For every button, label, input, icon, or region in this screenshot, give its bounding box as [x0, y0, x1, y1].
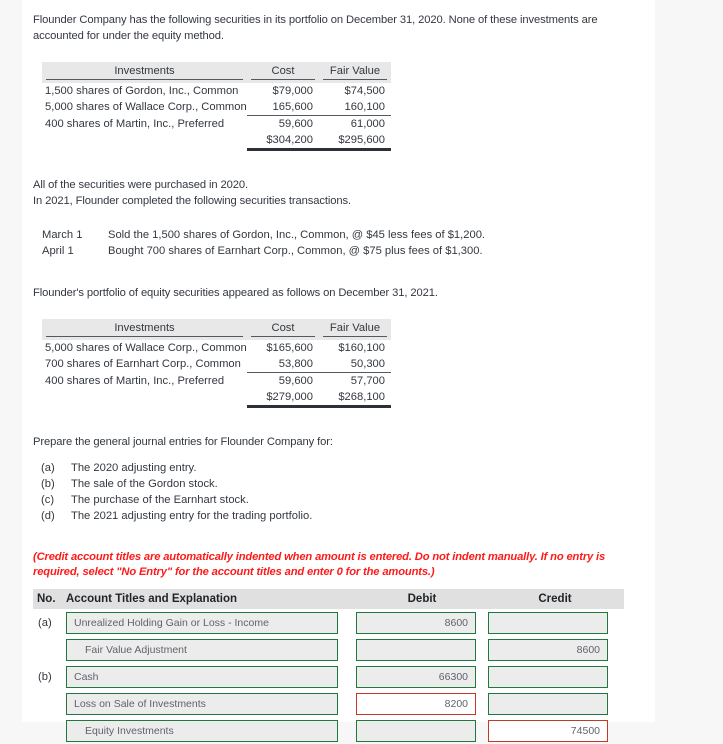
journal-entry-row	[33, 690, 624, 717]
investment-fair-value: 50,300	[350, 358, 385, 370]
requirement-row	[33, 508, 641, 524]
journal-header-row	[33, 589, 624, 609]
transaction-row	[42, 243, 641, 259]
total-fair-value: $268,100	[319, 389, 391, 407]
investment-fair-value: 61,000	[319, 116, 391, 133]
column-header-cost: Cost	[247, 319, 319, 340]
account-title-input[interactable]: Equity Investments	[66, 720, 338, 742]
debit-input[interactable]: 8200	[356, 693, 476, 715]
requirement-row	[33, 476, 641, 492]
investment-cost: $79,000	[272, 85, 313, 97]
account-title-cell	[66, 666, 356, 688]
spacer	[33, 524, 641, 550]
portfolio-table-2021	[42, 319, 391, 408]
journal-entry-table	[33, 589, 624, 744]
account-title-input[interactable]: Loss on Sale of Investments	[66, 693, 338, 715]
total-label	[42, 132, 247, 150]
requirements-list	[33, 460, 641, 524]
spacer	[33, 408, 641, 434]
intro-paragraph-3: Flounder's portfolio of equity securities appeared as follows on December 31, 2021.	[33, 287, 438, 299]
table-body	[42, 83, 391, 150]
table-row	[42, 340, 391, 356]
account-title-cell	[66, 720, 356, 742]
investment-cost: 165,600	[272, 101, 313, 113]
table-row	[42, 83, 391, 99]
credit-cell	[488, 639, 622, 661]
transactions-list	[42, 227, 641, 259]
requirement-text: The purchase of the Earnhart stock.	[71, 494, 249, 506]
credit-cell	[488, 666, 622, 688]
debit-cell	[356, 612, 488, 634]
debit-cell	[356, 693, 488, 715]
table-header-row	[42, 319, 391, 340]
intro-paragraph-1: Flounder Company has the following securities in its portfolio on December 31, 2020. None of these investments are accounted for under the equity method.	[33, 14, 598, 42]
investment-fair-value: 160,100	[344, 101, 385, 113]
content-page	[22, 0, 655, 737]
investment-name: 1,500 shares of Gordon, Inc., Common	[45, 85, 239, 97]
table-total-row	[42, 132, 391, 150]
spacer	[33, 301, 641, 319]
requirement-label: (d)	[41, 510, 55, 522]
total-fair-value: $295,600	[319, 132, 391, 150]
requirement-label: (b)	[41, 478, 55, 490]
investment-fair-value: 57,700	[319, 373, 391, 390]
portfolio-table-2020	[42, 62, 391, 151]
requirement-row	[33, 460, 641, 476]
table-row	[42, 116, 391, 133]
journal-entry-row	[33, 663, 624, 690]
table-row	[42, 99, 391, 116]
account-title-cell	[66, 612, 356, 634]
table-head	[42, 319, 391, 340]
journal-header-debit: Debit	[407, 593, 437, 605]
account-title-cell	[66, 639, 356, 661]
spacer	[33, 450, 641, 460]
investment-name: 5,000 shares of Wallace Corp., Common	[45, 342, 247, 354]
transaction-description: Bought 700 shares of Earnhart Corp., Common, @ $75 plus fees of $1,300.	[108, 245, 483, 257]
spacer	[33, 151, 641, 177]
investment-name: 5,000 shares of Wallace Corp., Common	[45, 101, 247, 114]
column-header-investments: Investments	[42, 62, 247, 83]
debit-input[interactable]	[356, 720, 476, 742]
total-cost: $279,000	[247, 389, 319, 407]
transaction-description: Sold the 1,500 shares of Gordon, Inc., Common, @ $45 less fees of $1,200.	[108, 229, 486, 241]
credit-cell	[488, 693, 622, 715]
account-title-input[interactable]: Fair Value Adjustment	[66, 639, 338, 661]
credit-input[interactable]: 8600	[488, 639, 608, 661]
journal-header-account: Account Titles and Explanation	[66, 593, 238, 605]
entry-number: (a)	[38, 616, 52, 629]
journal-entry-row	[33, 609, 624, 636]
account-title-input[interactable]: Unrealized Holding Gain or Loss - Income	[66, 612, 338, 634]
purchase-note-line-1: All of the securities were purchased in 2020.	[33, 179, 249, 191]
column-header-fair-value: Fair Value	[319, 319, 391, 340]
table-head	[42, 62, 391, 83]
credit-input[interactable]	[488, 693, 608, 715]
debit-input[interactable]: 8600	[356, 612, 476, 634]
journal-entry-row	[33, 717, 624, 744]
credit-input[interactable]	[488, 666, 608, 688]
investment-fair-value: $160,100	[338, 342, 385, 354]
debit-cell	[356, 720, 488, 742]
table-body	[42, 340, 391, 407]
investment-name: 400 shares of Martin, Inc., Preferred	[45, 117, 225, 130]
table-row	[42, 356, 391, 373]
investment-cost: $165,600	[266, 342, 313, 354]
prepare-instruction: Prepare the general journal entries for Flounder Company for:	[33, 436, 333, 448]
column-header-investments: Investments	[42, 319, 247, 340]
purchase-note-line-2: In 2021, Flounder completed the following securities transactions.	[33, 195, 352, 207]
investment-cost: 59,600	[247, 373, 319, 390]
journal-header-credit: Credit	[538, 593, 572, 605]
requirement-row	[33, 492, 641, 508]
investment-name: 400 shares of Martin, Inc., Preferred	[45, 374, 225, 387]
requirement-text: The sale of the Gordon stock.	[71, 478, 218, 490]
entry-number: (b)	[38, 670, 52, 683]
credit-indent-note: (Credit account titles are automatically indented when amount is entered. Do not indent manually. If no entry is required, select "No Entry" for the account titles and enter 0 for the amounts.)	[33, 551, 606, 578]
investment-cost: 59,600	[247, 116, 319, 133]
column-header-fair-value: Fair Value	[319, 62, 391, 83]
transaction-date: March 1	[42, 229, 83, 241]
requirement-label: (c)	[41, 494, 55, 506]
credit-input[interactable]	[488, 612, 608, 634]
credit-cell	[488, 720, 622, 742]
table-header-row	[42, 62, 391, 83]
journal-entry-row	[33, 636, 624, 663]
total-label	[42, 389, 247, 407]
requirement-label: (a)	[41, 462, 55, 474]
credit-cell	[488, 612, 622, 634]
requirement-text: The 2020 adjusting entry.	[71, 462, 197, 474]
debit-cell	[356, 639, 488, 661]
requirement-text: The 2021 adjusting entry for the trading portfolio.	[71, 510, 313, 522]
investment-name: 700 shares of Earnhart Corp., Common	[45, 358, 241, 371]
account-title-input[interactable]: Cash	[66, 666, 338, 688]
investment-fair-value: $74,500	[344, 85, 385, 97]
account-title-cell	[66, 693, 356, 715]
credit-input[interactable]: 74500	[488, 720, 608, 742]
spacer	[33, 44, 641, 62]
transaction-row	[42, 227, 641, 243]
spacer	[33, 259, 641, 285]
total-cost: $304,200	[247, 132, 319, 150]
debit-input[interactable]	[356, 639, 476, 661]
debit-input[interactable]: 66300	[356, 666, 476, 688]
transaction-date: April 1	[42, 245, 74, 257]
table-row	[42, 373, 391, 390]
journal-header-no: No.	[37, 593, 56, 605]
investment-cost: 53,800	[278, 358, 313, 370]
table-total-row	[42, 389, 391, 407]
debit-cell	[356, 666, 488, 688]
column-header-cost: Cost	[247, 62, 319, 83]
spacer	[33, 209, 641, 227]
